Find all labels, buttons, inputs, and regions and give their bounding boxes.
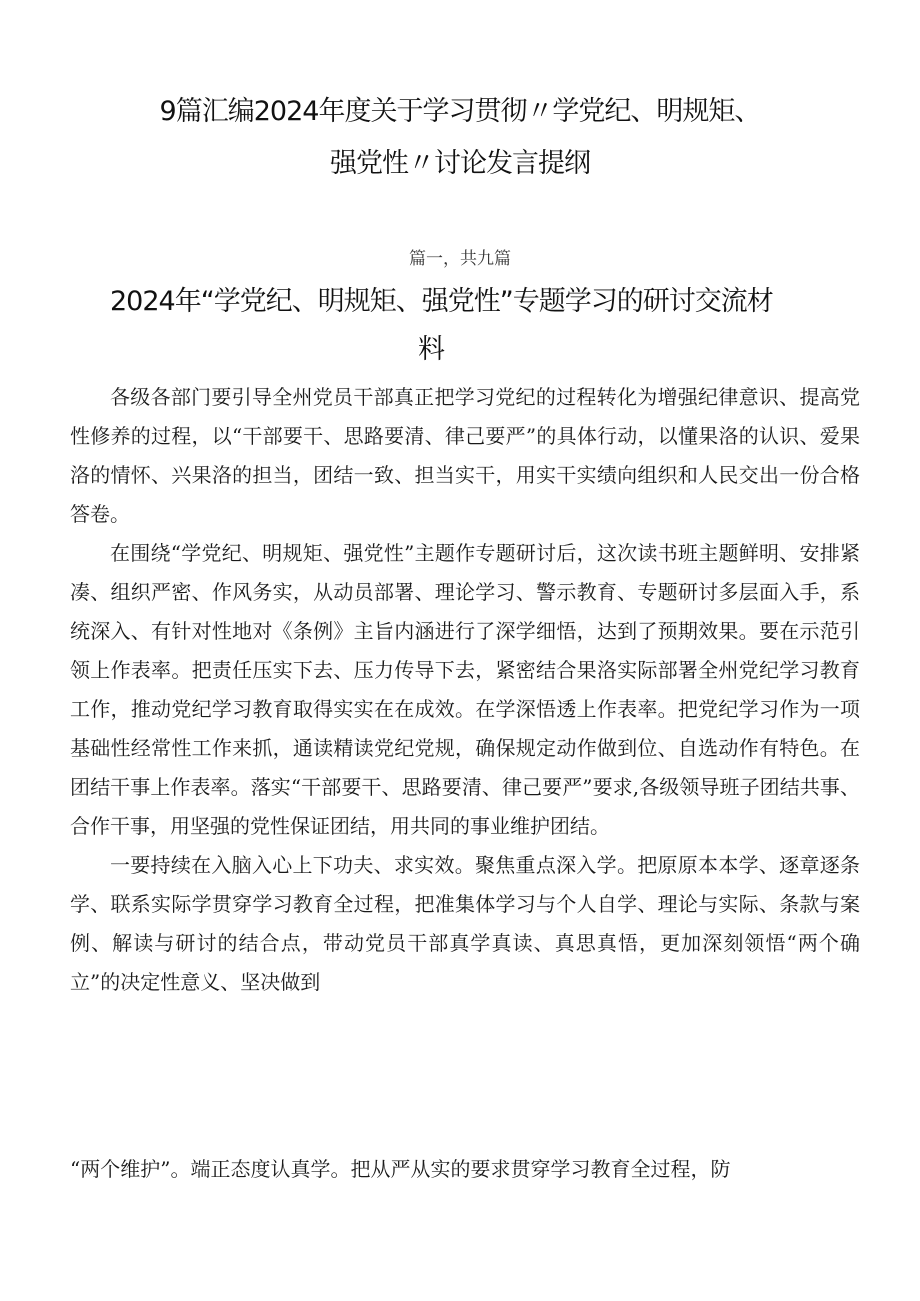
paragraph-3: 一要持续在入脑入心上下功夫、求实效。聚焦重点深入学。把原原本本学、逐章逐条学、联系实际学贯穿学习教育全过程，把准集体学习与个人自学、理论与实际、条款与案例、解读与研讨的结合点，带动党员干部真学真读、真思真悟，更加深刻领悟“两个确立”的决定性意义、坚决做到 xyxy=(70,853,860,994)
paragraph-2: 在围绕“学党纪、明规矩、强党性”主题作专题研讨后，这次读书班主题鲜明、安排紧凑、组织严密、作风务实，从动员部署、理论学习、警示教育、专题研讨多层面入手，系统深入、有针对性地对《条例》主旨内涵进行了深学细悟，达到了预期效果。要在示范引领上作表率。把责任压实下去、压力传导下去，紧密结合果洛实际部署全州党纪学习教育工作，推动党纪学习教育取得实实在在成效。在学深悟透上作表率。把党纪学习作为一项基础性经常性工作来抓，通读精读党纪党规，确保规定动作做到位、自选动作有特色。在团结干事上作表率。落实“干部要干、思路要清、律己要严”要求,各级领导班子团结共事、合作干事，用坚强的党性保证团结，用共同的事业维护团结。 xyxy=(70,541,860,838)
section-title-line-1: 2024年“学党纪、明规矩、强党性”专题学习的研讨交流材 xyxy=(110,286,773,317)
paragraph-1: 各级各部门要引导全州党员干部真正把学习党纪的过程转化为增强纪律意识、提高党性修养的过程，以“干部要干、思路要清、律己要严”的具体行动，以懂果洛的认识、爱果洛的情怀、兴果洛的担当，团结一致、担当实干，用实干实绩向组织和人民交出一份合格答卷。 xyxy=(70,385,860,526)
document-title-line-2: 强党性〃讨论发言提纲 xyxy=(330,148,590,179)
document-title-line-1: 9篇汇编2024年度关于学习贯彻〃学党纪、明规矩、 xyxy=(159,96,761,127)
section-title-line-2: 料 xyxy=(418,334,444,365)
document-title xyxy=(70,86,850,190)
section-title xyxy=(110,278,870,374)
section-label: 篇一，共九篇 xyxy=(409,249,511,269)
document-body xyxy=(70,378,860,1002)
paragraph-continuation: “两个维护”。端正态度认真学。把从严从实的要求贯穿学习教育全过程，防 xyxy=(70,1157,731,1181)
